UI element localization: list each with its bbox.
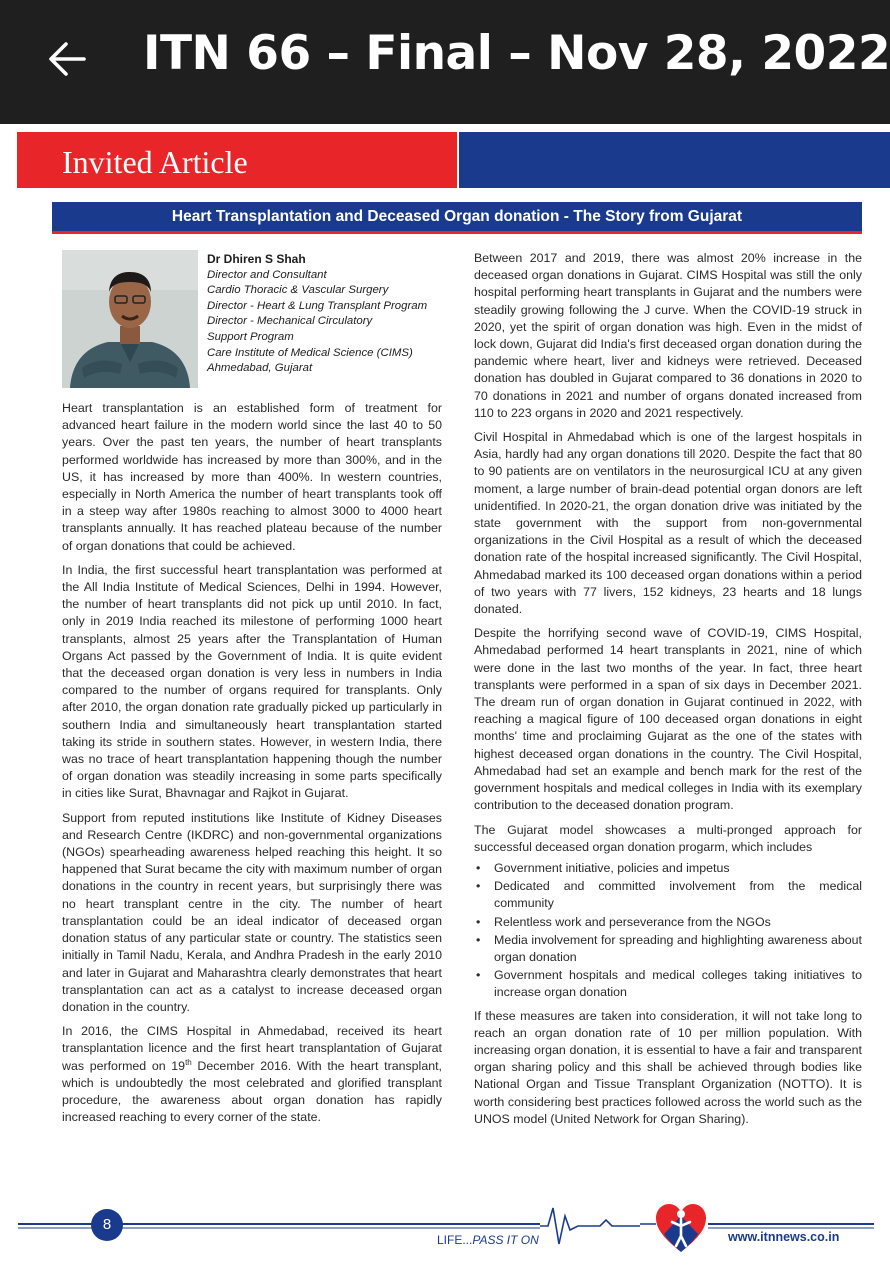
left-column [62,400,442,1133]
tagline-prefix: LIFE... [437,1233,473,1247]
text-run: December 2016. With the heart transplant, which is undoubtedly the most celebrated and glorified transplant procedure, the awareness about organ donation has rapidly increased reaching to every corner of the state. [62,1058,442,1125]
author-block [207,252,457,377]
headline-bar [52,202,862,234]
article-headline: Heart Transplantation and Deceased Organ donation - The Story from Gujarat [171,208,743,225]
author-credential: Care Institute of Medical Science (CIMS) [207,346,413,359]
bullet-list [474,860,862,1002]
superscript: th [185,1057,192,1067]
body-paragraph: Between 2017 and 2019, there was almost 20% increase in the deceased organ donations in Gujarat. CIMS Hospital was still the only hospital performing heart transplants in Gujarat and the numbers were steadily growing following the J curve. When the COVID-19 struck in 2020, yet the spirit of organ donation was high. Even in the midst of lock down, Gujarat did India's first deceased organ donation during the pandemic where heart, liver and kidneys were retrieved. Deceased donation has doubled in Gujarat compared to 36 donations in 2020 to 70 donations in 2021 and number of organs donated increased from 110 to 223 organs in 2020 and 2021 respectively. [474,251,862,420]
body-paragraph: In India, the first successful heart transplantation was performed at the All India Institute of Medical Sciences, Delhi in 1994. However, the number of heart transplants did not pick up until 2010. In fact, only in 2019 India reached its milestone of performing 1000 heart transplants, almost 25 years after the Transplantation of Human Organs Act passed by the Government of India. It is quite evident that the deceased organ donation is very less in numbers in India compared to the number of organs required for transplants. Only after 2010, the organ donation rate gradually picked up particularly in southern India and simultaneously heart transplantation started taking its stride in southern states. However, in western India, there was no trace of heart transplantation happening though the number of organ donation was steadily increasing in some parts specifically in cities like Surat, Bhavnagar and Rajkot in Gujarat. [62,562,442,801]
author-credential: Director and Consultant [207,268,327,281]
text-run: In 2016, the CIMS Hospital in Ahmedabad, received its heart transplantation licence and the first heart transplantation of Gujarat was performed on 19 [62,1024,442,1073]
page-footer [0,1200,890,1280]
body-paragraph: The Gujarat model showcases a multi-pronged approach for successful deceased organ donation progarm, which includes [474,822,862,854]
page-number: 8 [91,1209,123,1241]
arrow-left-icon[interactable] [44,36,90,82]
author-photo [62,250,198,388]
author-credential: Director - Heart & Lung Transplant Program [207,299,428,312]
body-paragraph: Heart transplantation is an established form of treatment for advanced heart failure in the modern world since the last 40 to 50 years. Over the past ten years, the number of heart transplants performed worldwide has increased by more than 300%, and in the US, it has increased by more than 400%. In western countries, especially in North America the number of heart transplants took off in a steep way after 1980s reaching to almost 3000 to 4000 heart transplants annually. It has reached plateau because of the number of organ donations that could be achieved. [62,401,442,553]
section-label: Invited Article [62,144,248,180]
body-paragraph: If these measures are taken into consideration, it will not take long to reach an organ donation rate of 10 per million population. With increasing organ donation, it is essential to have a fair and transparent organ sharing policy and this shall be achieved through bodies like National Organ and Tissue Transplant Organization (NOTTO). It is worth considering best practices followed across the world such as the UNOS model (United Network for Organ Sharing). [474,1008,862,1126]
list-item: • Government initiative, policies and impetus [474,860,862,877]
list-item: • Relentless work and perseverance from the NGOs [474,914,862,931]
app-bar [0,0,890,124]
author-credential: Director - Mechanical Circulatory [207,315,373,328]
right-column [474,250,862,1135]
list-item: • Dedicated and committed involvement from the medical community [474,878,862,912]
author-name: Dr Dhiren S Shah [207,252,306,266]
magazine-page [0,124,890,1280]
tagline-suffix: PASS IT ON [472,1233,539,1247]
author-credential: Cardio Thoracic & Vascular Surgery [207,284,389,297]
body-paragraph: Despite the horrifying second wave of COVID-19, CIMS Hospital, Ahmedabad performed 14 heart transplants in 2021, nine of which were done in the last two months of the year. In fact, three heart transplants were performed in a span of six days in December 2021. The dream run of organ donation in Gujarat continued in 2022, with reaching a magical figure of 100 deceased organ donations in eight months' time and proclaiming Gujarat as the one of the states with highest deceased organ donations in the country. The Civil Hospital, Ahmedabad had set an example and bench mark for the rest of the government hospitals and medical colleges in India with its exemplary contribution to the deceased donation program. [474,626,862,813]
list-item: • Government hospitals and medical colleges taking initiatives to increase organ donation [474,967,862,1001]
list-item: • Media involvement for spreading and highlighting awareness about organ donation [474,932,862,966]
body-paragraph: Civil Hospital in Ahmedabad which is one of the largest hospitals in Asia, hardly had any organ donations till 2020. Despite the fact that 80 to 90 patients are on ventilators in the neurosurgical ICU at any given moment, a large number of brain-dead potential organ donors are left unidentified. In 2020-21, the organ donation drive was initiated by the state government with the support from non-governmental organizations in the Civil Hospital as a result of which the deceased donation rate of the hospital increased significantly. The Civil Hospital, Ahmedabad marked its 100 deceased organ donations within a period of two years with 77 livers, 152 kidneys, 23 hearts and 18 lungs donated. [474,430,862,617]
document-title: ITN 66 – Final – Nov 28, 2022 [143,26,890,81]
body-paragraph [62,1023,442,1126]
section-band-blue [459,132,890,188]
author-credential: Support Program [207,330,294,343]
heart-logo-icon [654,1202,708,1254]
author-credential: Ahmedabad, Gujarat [207,362,313,375]
body-paragraph: Support from reputed institutions like Institute of Kidney Diseases and Research Centre (IKDRC) and non-governmental organizations (NGOs) spearheading awareness helped reaching this height. It so happened that Surat became the city with maximum number of organ donations in the country in recent years, but surprisingly there was no heart transplant centre in the city. The number of heart transplantation could be an ideal indicator of deceased organ donation status of any particular state or country. The statistics seen initially in Tamil Nadu, Kerala, and Andhra Pradesh in the early 2010 and later in Gujarat and Maharashtra clearly demonstrates that heart transplantation can act as a catalyst to increase deceased organ donation in the country. [62,810,442,1014]
footer-tagline [437,1233,539,1247]
website-link[interactable]: www.itnnews.co.in [728,1230,840,1244]
